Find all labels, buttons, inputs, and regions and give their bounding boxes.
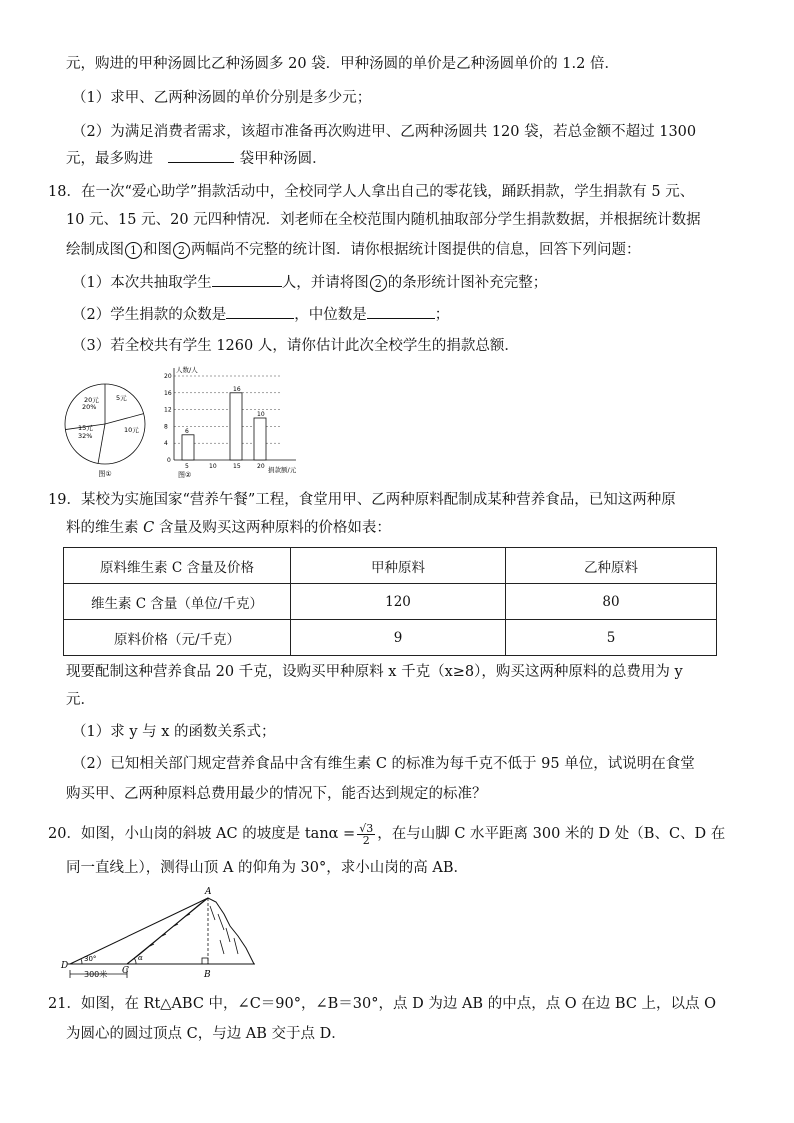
- label-d: D: [61, 961, 69, 971]
- q19-var-c: C: [143, 520, 155, 536]
- hill-outline: [127, 898, 254, 964]
- q18-line3-post: 两幅尚不完整的统计图．请你根据统计图提供的信息，回答下列问题：: [191, 242, 641, 258]
- bar: [182, 435, 194, 460]
- y-tick-label: 16: [164, 389, 172, 397]
- label-alpha: α: [138, 954, 143, 962]
- pie-chart: [65, 384, 145, 464]
- bar-chart-figure-2: [150, 362, 320, 480]
- q18-part2-mid: ，中位数是: [294, 307, 367, 323]
- y-tick-label: 4: [164, 440, 168, 448]
- y-tick-label: 0: [167, 457, 171, 464]
- table-cell: 80: [506, 584, 717, 620]
- answer-blank[interactable]: [226, 304, 294, 319]
- q19-part1: （1）求 y 与 x 的函数关系式；: [72, 724, 276, 740]
- q18-part1-mid: 人，并请将图: [281, 275, 369, 291]
- q19-line1: 19．某校为实施国家“营养午餐”工程，食堂用甲、乙两种原料配制成某种营养食品，已知这两种原: [48, 492, 676, 508]
- q18-part2: [72, 304, 449, 325]
- q19-part2-line1: （2）已知相关部门规定营养食品中含有维生素 C 的标准为每千克不低于 95 单位，试说明在食堂: [72, 756, 695, 772]
- q17-part2-pre: 元，最多购进: [66, 151, 153, 167]
- q20-line1-post: ，在与山脚 C 水平距离 300 米的 D 处（B、C、D 在: [377, 826, 726, 842]
- pie-slice-label: 20%: [82, 403, 97, 411]
- pie-chart-title: 图①: [98, 470, 112, 478]
- q17-part2-post: 袋甲种汤圆．: [239, 151, 327, 167]
- bar: [254, 418, 266, 460]
- label-c: C: [122, 966, 129, 976]
- circled-number-2: 2: [370, 275, 387, 292]
- q18-part2-pre: （2）学生捐款的众数是: [72, 307, 227, 323]
- pie-slice-label: 5元: [116, 394, 127, 402]
- q17-line1: 元，购进的甲种汤圆比乙种汤圆多 20 袋．甲种汤圆的单价是乙种汤圆单价的 1.2 倍．: [66, 56, 619, 72]
- q19-line2-pre: 料的维生素: [66, 520, 139, 536]
- q19-line2: [66, 518, 391, 538]
- q18-line1: 18．在一次“爱心助学”捐款活动中，全校同学人人拿出自己的零花钱，踊跃捐款，学生捐款有 5 元、: [48, 184, 695, 200]
- q20-line2: 同一直线上），测得山顶 A 的仰角为 30°，求小山岗的高 AB．: [66, 860, 468, 876]
- y-tick-label: 20: [164, 373, 172, 380]
- angle-arc-d: [81, 959, 82, 964]
- q18-part1-post: 的条形统计图补充完整；: [387, 275, 548, 291]
- ingredient-table: [63, 547, 717, 656]
- label-b: B: [204, 970, 211, 980]
- circled-number-2: 2: [173, 242, 190, 259]
- pie-slice-label: 20元: [84, 396, 99, 404]
- label-a: A: [205, 887, 212, 897]
- bar-chart: [164, 365, 297, 474]
- q21-line1: 21．如图，在 Rt△ABC 中，∠C＝90°，∠B＝30°，点 D 为边 AB 的中点，点 O 在边 BC 上，以点 O: [48, 996, 717, 1012]
- q18-line3-mid: 和图: [143, 242, 172, 258]
- label-300m: 300米: [84, 970, 108, 979]
- table-cell: 120: [291, 584, 506, 620]
- pie-chart-figure-1: [60, 380, 150, 480]
- q17-part1: （1）求甲、乙两种汤圆的单价分别是多少元；: [72, 90, 372, 106]
- q18-line3: [66, 240, 641, 260]
- circled-number-1: 1: [125, 242, 142, 259]
- q20-line1-pre: 20．如图，小山岗的斜坡 AC 的坡度是 tanα =: [48, 826, 356, 842]
- q18-part3: （3）若全校共有学生 1260 人，请你估计此次全校学生的捐款总额．: [72, 338, 519, 354]
- table-cell: 5: [506, 620, 717, 656]
- y-axis-label: 人数/人: [176, 366, 198, 374]
- bar: [230, 393, 242, 460]
- bar-chart-title: 图②: [178, 471, 192, 479]
- x-tick-label: 10: [209, 463, 217, 470]
- fraction-numerator: √3: [359, 821, 374, 835]
- table-cell: 9: [291, 620, 506, 656]
- bar-data-label: 16: [233, 385, 241, 393]
- hill-figure: [60, 884, 260, 980]
- table-row: [64, 620, 717, 656]
- angle-arc-c: [134, 958, 136, 964]
- q18-part2-post: ；: [434, 307, 450, 323]
- q19-after2: 元．: [66, 692, 95, 708]
- table-header-cell: 原料维生素 C 含量及价格: [64, 548, 291, 584]
- table-header-cell: 甲种原料: [291, 548, 506, 584]
- x-axis-label: 捐款额/元: [268, 466, 297, 474]
- answer-blank[interactable]: [168, 148, 234, 163]
- pie-slice-label: 32%: [78, 432, 93, 440]
- q18-part1: [72, 272, 547, 293]
- q18-line3-pre: 绘制成图: [66, 242, 124, 258]
- pie-slice-label: 15元: [78, 424, 93, 432]
- x-tick-label: 5: [185, 463, 189, 470]
- table-header-row: [64, 548, 717, 584]
- q17-part2-line1: （2）为满足消费者需求，该超市准备再次购进甲、乙两种汤圆共 120 袋，若总金额不超过 1300: [72, 124, 697, 140]
- bar-data-label: 6: [185, 427, 189, 435]
- table-cell: 原料价格（元/千克）: [64, 620, 291, 656]
- q19-part2-line2: 购买甲、乙两种原料总费用最少的情况下，能否达到规定的标准？: [66, 786, 487, 802]
- fraction-denominator: 2: [362, 833, 370, 847]
- pie-slice-label: 10元: [124, 426, 139, 434]
- q19-line2-post: 含量及购买这两种原料的价格如表：: [158, 520, 391, 536]
- q17-part2-line2: [66, 148, 327, 169]
- answer-blank[interactable]: [212, 272, 282, 287]
- bar-data-label: 10: [257, 411, 265, 418]
- q21-line2: 为圆心的圆过顶点 C，与边 AB 交于点 D．: [66, 1026, 346, 1042]
- x-tick-label: 15: [233, 463, 241, 470]
- q18-part1-pre: （1）本次共抽取学生: [72, 275, 212, 291]
- table-cell: 维生素 C 含量（单位/千克）: [64, 584, 291, 620]
- y-tick-label: 8: [164, 423, 168, 431]
- table-header-cell: 乙种原料: [506, 548, 717, 584]
- fraction-sqrt3-over-2: [357, 823, 375, 846]
- q19-after1: 现要配制这种营养食品 20 千克，设购买甲种原料 x 千克（x≥8），购买这两种原料的总费用为 y: [66, 664, 683, 680]
- x-tick-label: 20: [257, 463, 265, 470]
- right-angle-mark: [202, 958, 208, 964]
- table-row: [64, 584, 717, 620]
- answer-blank[interactable]: [367, 304, 435, 319]
- q20-line1: [48, 820, 725, 848]
- y-tick-label: 12: [164, 406, 172, 414]
- label-angle-30: 30°: [84, 955, 97, 963]
- q18-line2: 10 元、15 元、20 元四种情况．刘老师在全校范围内随机抽取部分学生捐款数据，并根据统计数据: [66, 212, 701, 228]
